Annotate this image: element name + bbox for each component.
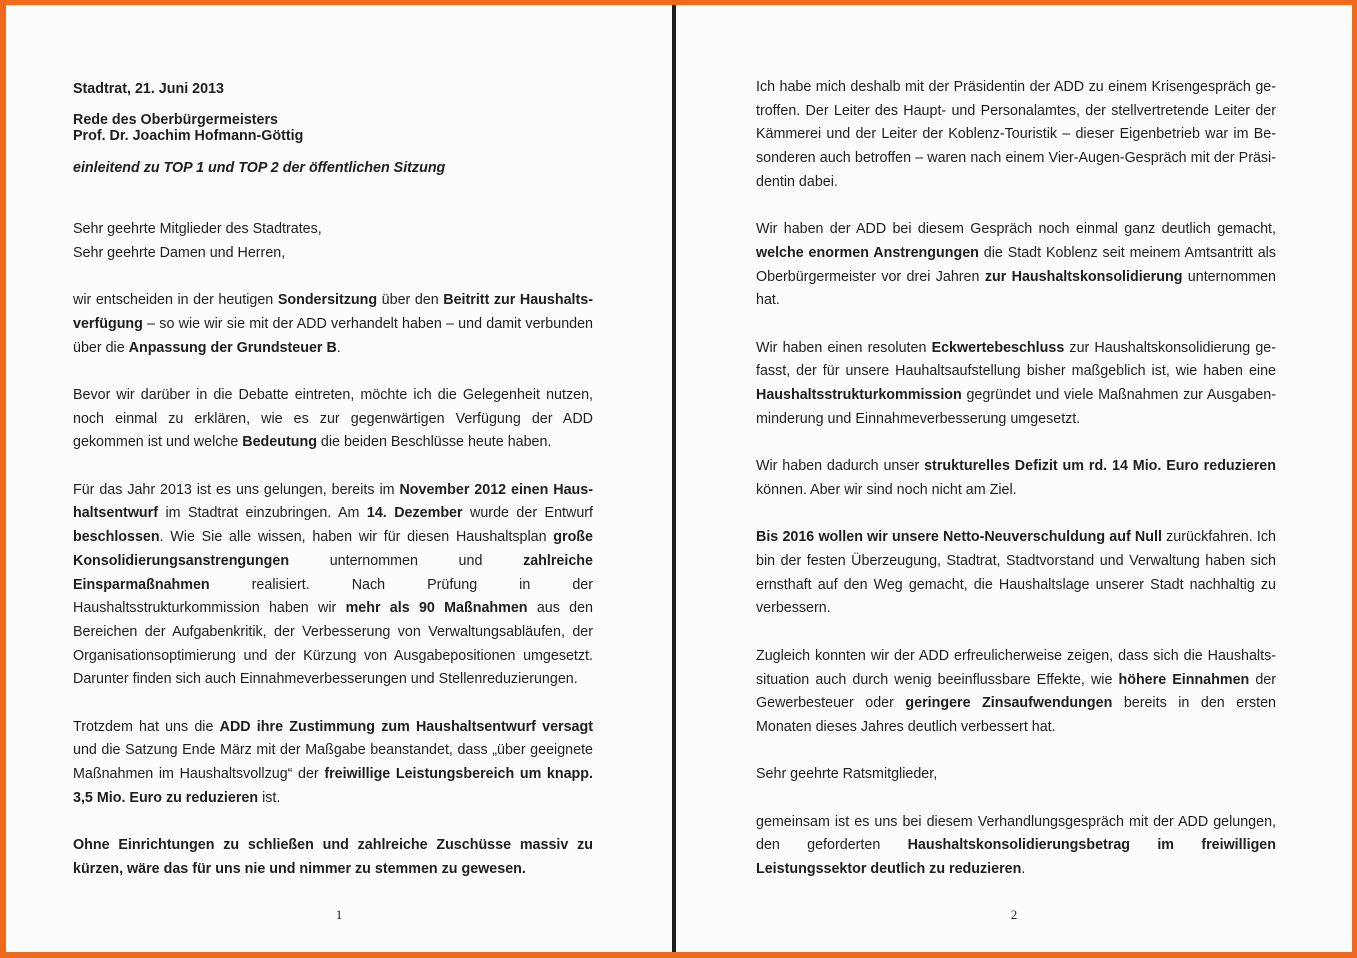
- text-run: können. Aber wir sind noch nicht am Ziel.: [756, 481, 1017, 498]
- speech-header: [73, 81, 593, 176]
- text-run: bereits in den ersten Monaten dieses Jahres deutlich verbessert hat.: [756, 695, 1276, 735]
- bold-run: Eckwertebeschluss: [931, 339, 1065, 356]
- text-run: – so wie wir sie mit der ADD verhandelt haben – und damit verbunden über die: [73, 315, 593, 356]
- text-run: unternommen hat.: [756, 268, 1277, 309]
- page-2-body: [756, 76, 1276, 882]
- bold-run: Haushaltskonsolidierungsbetrag im freiwilligen Leistungssektor deutlich zu reduzieren: [756, 837, 1276, 878]
- text-run: realisiert. Nach Prüfung in der Haushaltsstrukturkommission haben wir: [73, 576, 593, 617]
- text-run: ist.: [258, 789, 281, 806]
- text-run: der Gewerbesteuer oder: [756, 671, 1277, 712]
- page-number: 1: [335, 907, 343, 922]
- bold-run: November 2012 einen Haushaltsentwurf: [73, 481, 593, 522]
- text-run: die Stadt Koblenz seit meinem Amtsantritt als Oberbürgermeister vor drei Jahren: [756, 244, 1277, 285]
- paragraph: [756, 811, 1276, 882]
- page-number: 2: [1010, 907, 1018, 922]
- text-run: zurückfahren. Ich bin der festen Überzeugung, Stadtrat, Stadtvorstand und Verwaltung haben sich ernsthaft auf den Weg gemacht, die Haushaltslage unserer Stadt nachhaltig zu verbessern.: [756, 529, 1276, 617]
- text-run: gemeinsam ist es uns bei diesem Verhandlungsgespräch mit der ADD gelungen, den geforderten: [756, 813, 1276, 854]
- paragraph: [73, 716, 593, 811]
- paragraph: [73, 834, 593, 881]
- document-page-1: [6, 5, 672, 952]
- text-run: Zugleich konnten wir der ADD erfreulicherweise zeigen, dass sich die Haushaltssituation auch durch wenig beeinflussbare Effekte, wie: [756, 647, 1276, 688]
- paragraph: [73, 384, 593, 455]
- bold-run: höhere Einnahmen: [1118, 671, 1250, 688]
- text-run: wir entscheiden in der heutigen: [73, 292, 278, 309]
- text-run: Wir haben einen resoluten: [756, 339, 932, 356]
- bold-run: Ohne Einrichtungen zu schließen und zahlreiche Zuschüsse massiv zu kürzen, wäre das für uns nie und nimmer zu stemmen zu gewesen.: [73, 837, 593, 877]
- bold-run: mehr als 90 Maßnahmen: [345, 600, 528, 617]
- subtitle: einleitend zu TOP 1 und TOP 2 der öffentlichen Sitzung: [73, 160, 446, 176]
- page-1-body: [73, 218, 593, 882]
- text-run: Wir haben der ADD bei diesem Gespräch noch einmal ganz deutlich gemacht,: [756, 221, 1276, 238]
- text-run: Ich habe mich deshalb mit der Präsidentin der ADD zu einem Krisengespräch getroffen. Der Leiter des Haupt- und Personalamtes, der stellvertretende Leiter der Kämmerei und der Leiter der Koblenz-Touristik – dieser Eigenbetrieb war im Besonderen auch betroffen – waren nach einem Vier-Augen-Gespräch mit der Präsidentin dabei.: [756, 79, 1276, 190]
- bold-run: Anpassung der Grundsteuer B: [128, 339, 337, 356]
- paragraph: [756, 218, 1276, 313]
- date-line: Stadtrat, 21. Juni 2013: [73, 81, 224, 97]
- text-run: und die Satzung Ende März mit der Maßgabe beanstandet, dass „über geeignete Maßnahmen im Haushaltsvollzug“ der: [73, 742, 593, 783]
- bold-run: Haushaltsstrukturkommission: [756, 387, 962, 404]
- bold-run: zur Haushaltskonsolidierung: [984, 268, 1183, 285]
- text-run: .: [336, 339, 341, 356]
- paragraph: [756, 455, 1276, 502]
- bold-run: strukturelles Defizit um rd. 14 Mio. Euro reduzieren: [924, 458, 1276, 475]
- document-page-2: [676, 5, 1352, 952]
- paragraph: [73, 289, 593, 360]
- bold-run: ADD ihre Zustimmung zum Haushaltsentwurf versagt: [219, 718, 593, 735]
- paragraph: [756, 645, 1276, 740]
- bold-run: freiwillige Leistungsbereich um knapp. 3,5 Mio. Euro zu reduzieren: [73, 766, 593, 806]
- paragraph: [73, 479, 593, 692]
- text-run: .: [1021, 861, 1026, 878]
- text-run: wurde der Entwurf: [462, 505, 593, 522]
- text-run: Bevor wir darüber in die Debatte eintreten, möchte ich die Gelegenheit nutzen, noch einmal zu erklären, wie es zur gegenwärtigen Verfügung der ADD gekommen ist und welche: [73, 386, 593, 451]
- bold-run: welche enormen Anstrengungen: [756, 244, 979, 261]
- bold-run: Bis 2016 wollen wir unsere Netto-Neuverschuldung auf Null: [756, 529, 1162, 546]
- text-run: im Stadtrat einzubringen. Am: [158, 505, 367, 522]
- text-run: Trotzdem hat uns die: [73, 718, 220, 735]
- title-line-2: Prof. Dr. Joachim Hofmann-Göttig: [73, 128, 304, 144]
- bold-run: geringere Zinsaufwendungen: [905, 695, 1113, 712]
- text-run: zur Haushaltskonsolidierung gefasst, der für unsere Hauhaltsaufstellung bisher maßgeblich ist, wie haben eine: [756, 339, 1277, 380]
- bold-run: 14. Dezember: [366, 505, 463, 522]
- text-run: gegründet und viele Maßnahmen zur Ausgabenminderung und Einnahmeverbesserung umgesetzt.: [756, 387, 1276, 427]
- paragraph: [756, 76, 1276, 195]
- bold-run: große Konsolidierungsanstrengungen: [73, 529, 593, 569]
- bold-run: beschlossen: [73, 529, 160, 546]
- title-line-1: Rede des Oberbürgermeisters: [73, 112, 279, 128]
- text-run: . Wie Sie alle wissen, haben wir für diesen Haushaltsplan: [159, 529, 554, 546]
- text-run: die beiden Beschlüsse heute haben.: [316, 434, 552, 451]
- text-run: Wir haben dadurch unser: [756, 458, 925, 475]
- paragraph: [756, 337, 1276, 432]
- salutation: Sehr geehrte Ratsmitglieder,: [756, 766, 938, 783]
- text-run: unternommen und: [289, 552, 524, 569]
- text-run: Für das Jahr 2013 ist es uns gelungen, bereits im: [73, 481, 400, 498]
- bold-run: Beitritt zur Haushaltsverfügung: [73, 292, 593, 332]
- salutation-2: Sehr geehrte Damen und Herren,: [73, 244, 286, 261]
- salutation-1: Sehr geehrte Mitglieder des Stadtrates,: [73, 221, 322, 237]
- text-run: über den: [377, 292, 444, 309]
- bold-run: Sondersitzung: [277, 292, 378, 309]
- bold-run: Bedeutung: [242, 434, 317, 451]
- text-run: aus den Bereichen der Aufgabenkritik, der Verbesserung von Verwaltungsabläufen, der Organisationsoptimierung und der Kürzung von Ausgabepositionen umgesetzt. Darunter finden sich auch Einnahmeverbesserungen und Stellenreduzierungen.: [73, 600, 594, 688]
- paragraph: [756, 526, 1276, 621]
- bold-run: zahlreiche Einsparmaßnahmen: [73, 552, 593, 593]
